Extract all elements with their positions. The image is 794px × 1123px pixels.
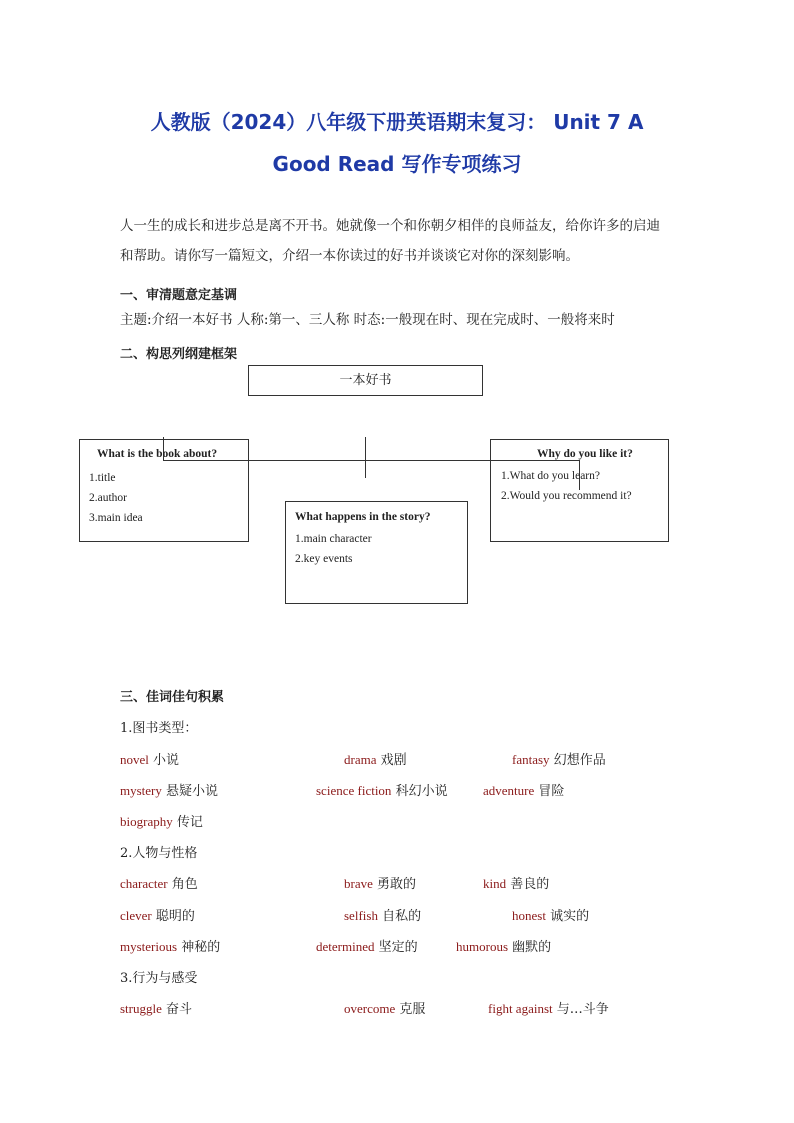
document-title-line-2: Good Read 写作专项练习	[272, 152, 522, 176]
vocab-item: clever 聪明的	[120, 908, 195, 924]
vocab-item: novel 小说	[120, 752, 180, 768]
vocab-item: kind 善良的	[483, 876, 550, 892]
outline-box-story	[285, 501, 468, 604]
vocab-item: brave 勇敢的	[344, 876, 417, 892]
vocab-item: mystery 悬疑小说	[120, 783, 219, 799]
box-book-about-item-2: 2.author	[89, 492, 128, 504]
document-title-line-1: 人教版（2024）八年级下册英语期末复习： Unit 7 A	[150, 110, 644, 134]
vocab-item: adventure 冒险	[483, 783, 565, 799]
box-book-about-heading: What is the book about?	[97, 448, 218, 460]
vocab-group-label: 3.行为与感受	[120, 971, 198, 986]
prompt-line-2: 和帮助。请你写一篇短文，介绍一本你读过的好书并谈谈它对你的深刻影响。	[120, 248, 579, 264]
box-why-like-item-2: 2.Would you recommend it?	[501, 490, 632, 502]
box-why-like-heading: Why do you like it?	[537, 448, 633, 460]
vocab-item: drama 戏剧	[344, 752, 407, 768]
section1-detail: 主题:介绍一本好书 人称:第一、三人称 时态:一般现在时、现在完成时、一般将来时	[120, 312, 615, 328]
outline-box-book-about	[79, 439, 249, 542]
box-why-like-item-1: 1.What do you learn?	[501, 470, 600, 482]
section3-heading: 三、佳词佳句积累	[120, 690, 225, 705]
vocab-item: struggle 奋斗	[120, 1001, 193, 1017]
vocab-item: selfish 自私的	[344, 908, 422, 924]
box-story-heading: What happens in the story?	[295, 511, 431, 523]
outline-box-why-like	[490, 439, 669, 542]
vocab-item: character 角色	[120, 876, 198, 892]
vocab-group-label: 1.图书类型：	[120, 721, 198, 736]
vocab-item: fantasy 幻想作品	[512, 752, 606, 768]
section2-heading: 二、构思列纲建框架	[120, 347, 238, 362]
vocab-item: determined 坚定的	[316, 939, 418, 955]
box-story-item-1: 1.main character	[295, 533, 372, 545]
vocab-item: honest 诚实的	[512, 908, 590, 924]
outline-root-label: 一本好书	[339, 373, 392, 388]
vocab-group-label: 2.人物与性格	[120, 846, 198, 861]
connector-vertical-center	[365, 437, 366, 478]
vocab-item: humorous 幽默的	[456, 939, 552, 955]
vocab-item: fight against 与…斗争	[488, 1001, 609, 1017]
box-story-item-2: 2.key events	[295, 553, 353, 565]
box-book-about-item-3: 3.main idea	[89, 512, 143, 524]
box-book-about-item-1: 1.title	[89, 472, 116, 484]
prompt-line-1: 人一生的成长和进步总是离不开书。她就像一个和你朝夕相伴的良师益友，给你许多的启迪	[120, 218, 660, 234]
outline-root-box	[248, 365, 483, 396]
vocab-item: overcome 克服	[344, 1001, 426, 1017]
vocab-item: mysterious 神秘的	[120, 939, 221, 955]
section1-heading: 一、审清题意定基调	[120, 288, 238, 303]
vocab-item: science fiction 科幻小说	[316, 783, 448, 799]
vocab-item: biography 传记	[120, 814, 203, 830]
